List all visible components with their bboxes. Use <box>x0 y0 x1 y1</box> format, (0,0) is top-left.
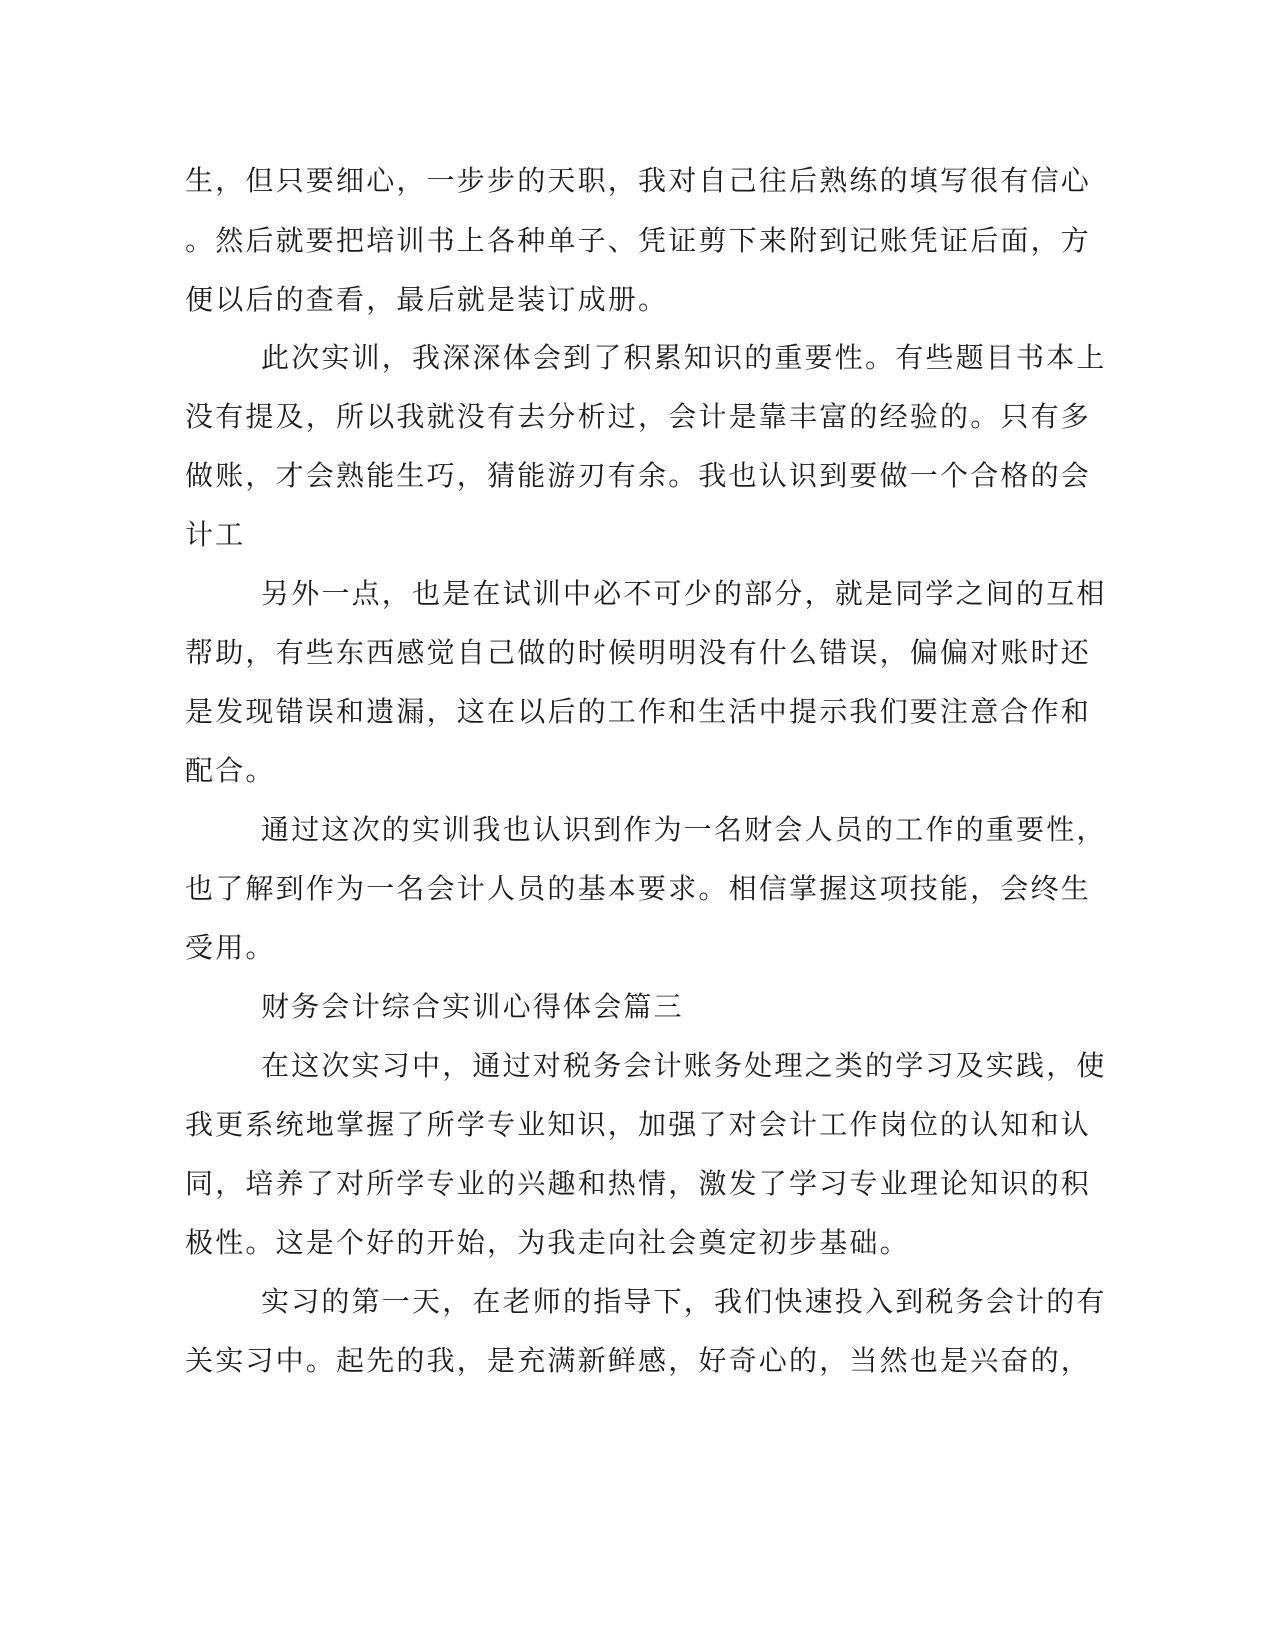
text-line: 是发现错误和遗漏，这在以后的工作和生活中提示我们要注意合作和 <box>185 695 1092 728</box>
text-line: 关实习中。起先的我，是充满新鲜感，好奇心的，当然也是兴奋的， <box>185 1344 1092 1377</box>
text-line: 极性。这是个好的开始，为我走向社会奠定初步基础。 <box>185 1226 910 1259</box>
paragraph-first-line: 通过这次的实训我也认识到作为一名财会人员的工作的重要性， <box>261 813 1107 846</box>
text-line: 便以后的查看，最后就是装订成册。 <box>185 283 669 316</box>
text-line: 也了解到作为一名会计人员的基本要求。相信掌握这项技能，会终生 <box>185 872 1092 905</box>
paragraph-first-line: 另外一点，也是在试训中必不可少的部分，就是同学之间的互相 <box>261 577 1107 610</box>
paragraph-first-line: 此次实训，我深深体会到了积累知识的重要性。有些题目书本上 <box>261 341 1107 374</box>
text-line: 配合。 <box>185 754 276 787</box>
text-line: 计工 <box>185 518 246 551</box>
section-heading: 财务会计综合实训心得体会篇三 <box>261 990 684 1023</box>
text-line: 同，培养了对所学专业的兴趣和热情，激发了学习专业理论知识的积 <box>185 1167 1092 1200</box>
text-line: 生，但只要细心，一步步的天职，我对自己往后熟练的填写很有信心 <box>185 164 1092 197</box>
text-line: 我更系统地掌握了所学专业知识，加强了对会计工作岗位的认知和认 <box>185 1108 1092 1141</box>
text-line: 做账，才会熟能生巧，猜能游刃有余。我也认识到要做一个合格的会 <box>185 459 1092 492</box>
text-line: 没有提及，所以我就没有去分析过，会计是靠丰富的经验的。只有多 <box>185 400 1092 433</box>
paragraph-first-line: 在这次实习中，通过对税务会计账务处理之类的学习及实践，使 <box>261 1049 1107 1082</box>
text-line: 。然后就要把培训书上各种单子、凭证剪下来附到记账凭证后面，方 <box>185 224 1092 257</box>
text-line: 帮助，有些东西感觉自己做的时候明明没有什么错误，偏偏对账时还 <box>185 636 1092 669</box>
text-line: 受用。 <box>185 931 276 964</box>
paragraph-first-line: 实习的第一天，在老师的指导下，我们快速投入到税务会计的有 <box>261 1285 1107 1318</box>
